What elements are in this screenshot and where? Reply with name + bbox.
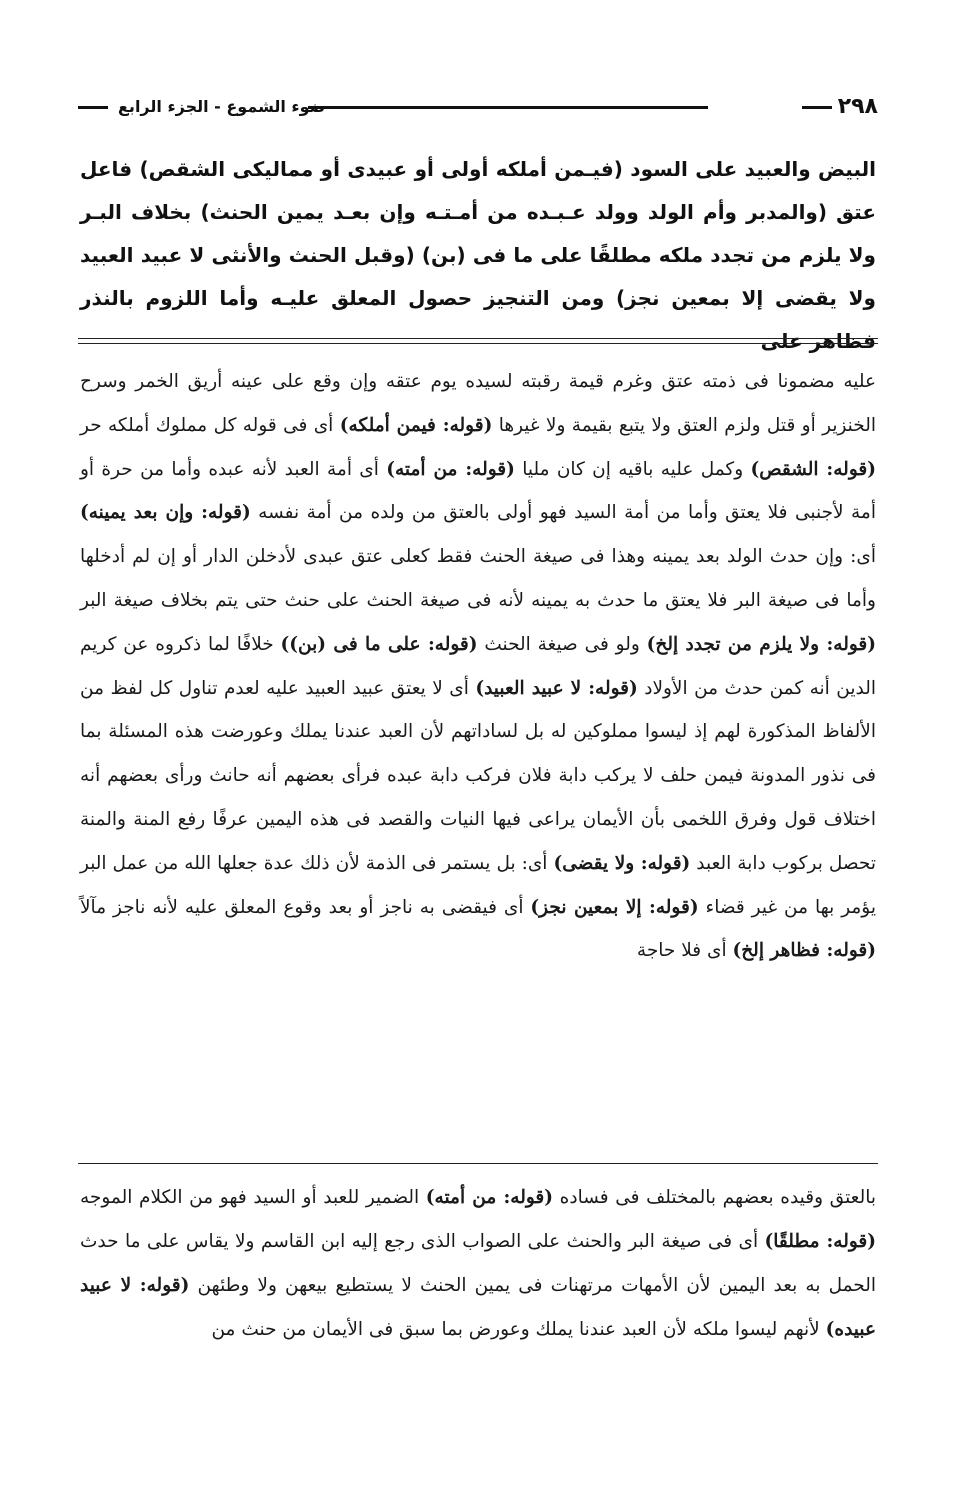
text-run: أى فى صيغة البر والحنث على الصواب الذى رجع إليه ابن القاسم ولا يقاس على ما حدث الحمل به بعد اليمين لأن الأمهات مرتهنات فى يمين الحنث لا يستطيع بيعهن ولا وطئهن	[80, 1231, 877, 1296]
quoted-lemma: (قوله: وإن بعد يمينه)	[80, 502, 251, 524]
text-run: أى فيقضى به ناجز أو بعد وقوع المعلق عليه لأنه ناجز مآلاً	[80, 896, 531, 918]
quoted-lemma: (قوله: من أمته)	[386, 458, 515, 480]
running-header	[78, 92, 878, 122]
quoted-lemma: (قوله: لا عبيد عبيده)	[80, 1275, 876, 1340]
text-run: ولو فى صيغة الحنث	[477, 633, 647, 655]
text-run: عليه مضمونا فى ذمته عتق وغرم قيمة رقبته لسيده يوم عتقه وإن وقع على عينه أريق الخمر وسرح الخنزير أو قتل ولزم العتق ولا يتبع بقيمة ولا غيرها	[80, 371, 876, 436]
quoted-lemma: (قوله: على ما فى (بن))	[280, 633, 478, 655]
text-run: أى أمة العبد لأنه عبده وأما من حرة أو أمة لأجنبى فلا يعتق وأما من أمة السيد فهو أولى بالعتق من ولده من أمة نفسه	[80, 458, 876, 524]
text-run: الضمير للعبد أو السيد فهو من الكلام الموجه	[80, 1187, 426, 1208]
quoted-lemma: (قوله: فيمن أملكه)	[339, 414, 493, 436]
footnote-divider	[78, 1163, 878, 1164]
quoted-lemma: (قوله: من أمته)	[425, 1187, 554, 1208]
text-run: وكمل عليه باقيه إن كان مليا	[514, 458, 751, 480]
double-divider	[78, 338, 878, 344]
quoted-lemma: (قوله: فظاهر إلخ)	[732, 940, 876, 962]
text-run: أى فلا حاجة	[636, 940, 733, 962]
running-title: ضوء الشموع - الجزء الرابع	[118, 97, 326, 116]
text-run: أى فى قوله كل مملوك أملكه حر	[80, 414, 340, 436]
header-dash-right	[802, 106, 832, 109]
header-rule	[308, 106, 708, 109]
text-run: أى: وإن حدث الولد بعد يمينه وهذا فى صيغة الحنث فقط كعلى عتق عبدى لأدخلن الدار أو إن لم أدخلها وأما فى صيغة البر فلا يعتق ما حدث به يمينه لأنه فى صيغة الحنث على حنث حتى يتم بخلاف صيغة البر	[80, 546, 876, 611]
text-run: بالعتق وقيده بعضهم بالمختلف فى فساده	[553, 1187, 876, 1208]
commentary-text	[80, 360, 876, 973]
text-run: أى: بل يستمر فى الذمة لأن ذلك عدة جعلها الله من عمل البر يؤمر بها من غير قضاء	[80, 852, 877, 918]
quoted-lemma: (قوله: ولا يقضى)	[553, 852, 691, 874]
page-number-value: ٢٩٨	[837, 94, 878, 119]
page-number	[802, 92, 878, 122]
quoted-lemma: (قوله: الشقص)	[750, 458, 876, 480]
quoted-lemma: (قوله: لا عبيد العبيد)	[475, 677, 638, 699]
text-run: أى لا يعتق عبيد العبيد عليه لعدم تناول كل لفظ من الألفاظ المذكورة لهم إذ ليسوا مملوكين له بل لساداتهم لأن العبد عندنا يملك وعورضت هذه المسئلة بما فى نذور المدونة فيمن حلف لا يركب دابة فلان فركب دابة عبده فرأى بعضهم أنه حانث ورأى بعضهم أنه اختلاف قول وفرق اللخمى بأن الأيمان يراعى فيها النيات والقصد فى هذه اليمين عرفًا رفع المنة والمنة تحصل بركوب دابة العبد	[80, 677, 876, 874]
main-text: البيض والعبيد على السود (فيـمن أملكه أولى أو عبيدى أو مماليكى الشقص) فاعل عتق (والمدبر وأم الولد وولد عـبـده من أمـتـه وإن بعـد يمين الحنث) بخلاف البـر ولا يلزم من تجدد ملكه مطلقًا على ما فى (بن) (وقبل الحنث والأنثى لا عبيد العبيد ولا يقضى إلا بمعين نجز) ومن التنجيز حصول المعلق عليـه وأما اللزوم بالنذر فظاهر على	[80, 157, 876, 353]
quoted-lemma: (قوله: إلا بمعين نجز)	[530, 896, 699, 918]
text-run: لأنهم ليسوا ملكه لأن العبد عندنا يملك وعورض بما سبق فى الأيمان من حنث من	[211, 1319, 826, 1340]
quoted-lemma: (قوله: ولا يلزم من تجدد إلخ)	[646, 633, 877, 655]
header-dash-left	[78, 106, 108, 109]
text-run: خلافًا لما ذكروه عن كريم الدين أنه كمن حدث من الأولاد	[80, 633, 877, 699]
quoted-lemma: (قوله: مطلقًا)	[764, 1231, 876, 1252]
gloss-text	[80, 1176, 876, 1352]
